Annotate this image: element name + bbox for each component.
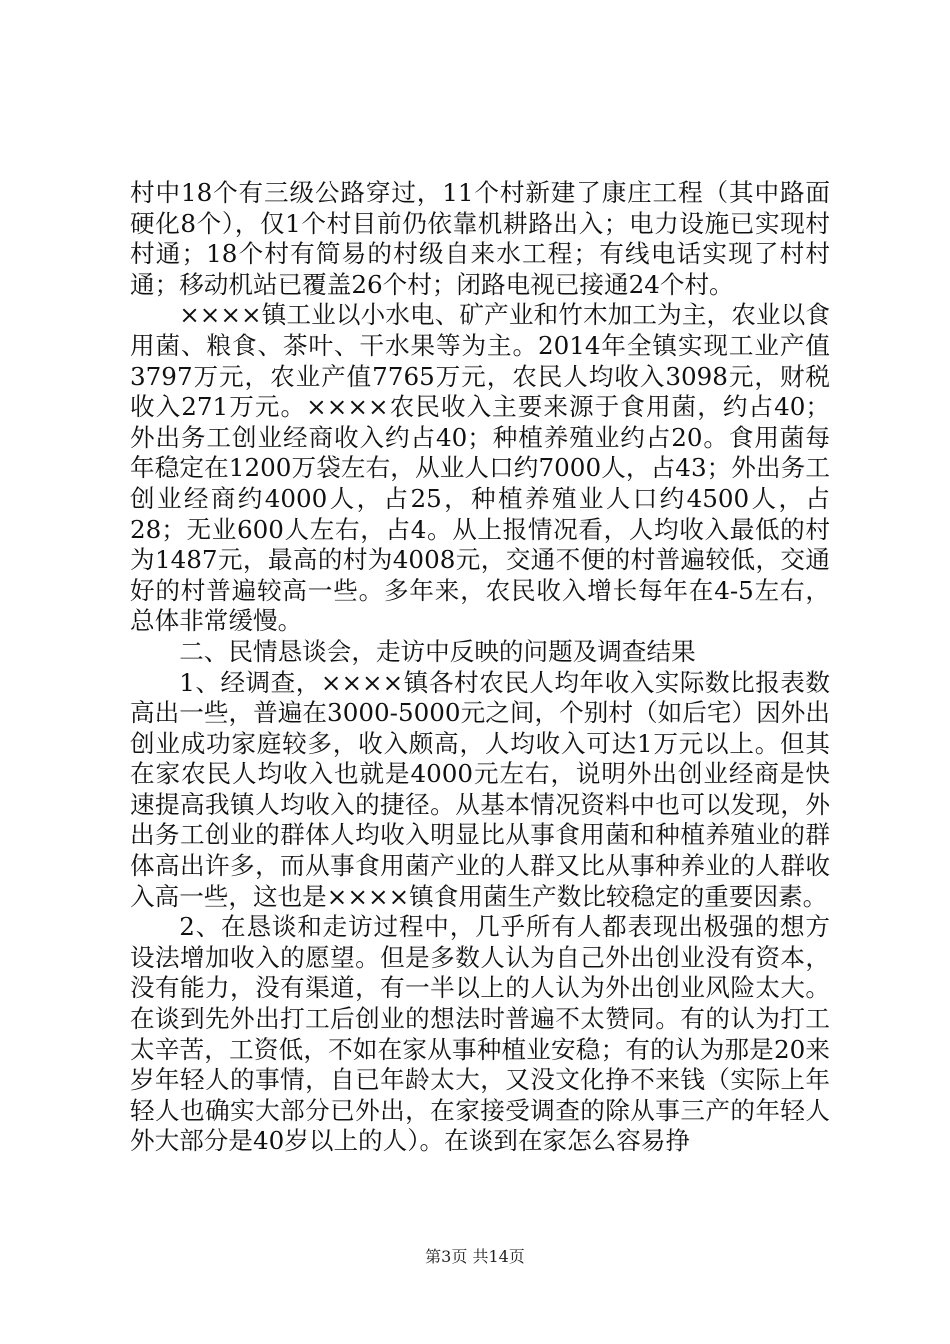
paragraph-finding-1: 1、经调查，××××镇各村农民人均年收入实际数比报表数高出一些，普遍在3000-5000元之间，个别村（如后宅）因外出创业成功家庭较多，收入颇高，人均收入可达1万元以上。但其在家农民人均收入也就是4000元左右，说明外出创业经商是快速提高我镇人均收入的捷径。从基本情况资料中也可以发现，外出务工创业的群体人均收入明显比从事食用菌和种植养殖业的群体高出许多，而从事食用菌产业的人群又比从事种养业的人群收入高一些，这也是××××镇食用菌生产数比较稳定的重要因素。: [130, 667, 830, 911]
paragraph-infrastructure: 村中18个有三级公路穿过，11个村新建了康庄工程（其中路面硬化8个），仅1个村目前仍依靠机耕路出入；电力设施已实现村村通；18个村有简易的村级自来水工程；有线电话实现了村村通；移动机站已覆盖26个村；闭路电视已接通24个村。: [130, 178, 830, 299]
section-heading: 二、民情恳谈会，走访中反映的问题及调查结果: [179, 636, 696, 666]
paragraph-finding-2: 2、在恳谈和走访过程中，几乎所有人都表现出极强的想方设法增加收入的愿望。但是多数人认为自己外出创业没有资本，没有能力，没有渠道，有一半以上的人认为外出创业风险太大。在谈到先外出打工后创业的想法时普遍不太赞同。有的认为打工太辛苦，工资低，不如在家从事种植业安稳；有的认为那是20来岁年轻人的事情，自已年龄太大，又没文化挣不来钱（实际上年轻人也确实大部分已外出，在家接受调查的除从事三产的年轻人外大部分是40岁以上的人）。在谈到在家怎么容易挣: [130, 912, 830, 1156]
page-footer: [0, 1244, 950, 1267]
page-number: 第3页 共14页: [425, 1247, 525, 1266]
paragraph-economy: ××××镇工业以小水电、矿产业和竹木加工为主，农业以食用菌、粮食、茶叶、干水果等为主。2014年全镇实现工业产值3797万元，农业产值7765万元，农民人均收入3098元，财税收入271万元。××××农民收入主要来源于食用菌，约占40；外出务工创业经商收入约占40；种植养殖业约占20。食用菌每年稳定在1200万袋左右，从业人口约7000人，占43；外出务工创业经商约4000人，占25，种植养殖业人口约4500人，占28；无业600人左右，占4。从上报情况看，人均收入最低的村为1487元，最高的村为4008元，交通不便的村普遍较低，交通好的村普遍较高一些。多年来，农民收入增长每年在4-5左右，总体非常缓慢。: [130, 300, 830, 636]
document-body: [130, 178, 830, 1157]
